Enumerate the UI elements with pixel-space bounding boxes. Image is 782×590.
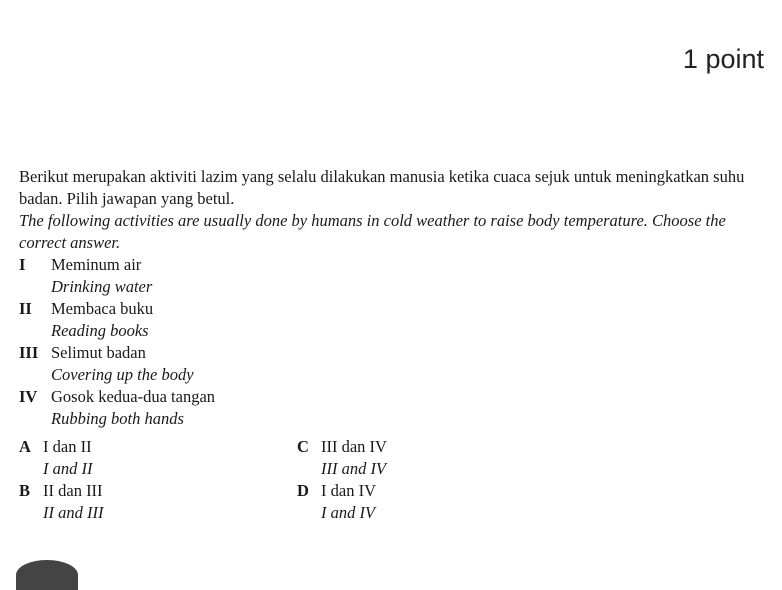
item-number: II [19,299,32,318]
option-text-malay: I dan IV [321,481,376,500]
item-text-english: Drinking water [51,277,153,296]
item-text-english: Covering up the body [51,365,194,384]
question-text-english: The following activities are usually done by humans in cold weather to raise body temperature. Choose the correct answer. [19,211,726,252]
item-text-english: Rubbing both hands [51,409,184,428]
list-item [19,298,759,320]
option-a[interactable] [19,436,297,458]
item-number: III [19,343,39,362]
question-block [19,166,759,430]
points-label: 1 point [682,44,764,74]
list-item-translation [19,364,759,386]
item-text-english: Reading books [51,321,149,340]
option-letter: A [19,437,31,456]
option-text-english: I and IV [321,503,376,522]
option-text-english: III and IV [321,459,387,478]
partial-graphic [16,560,78,590]
list-item [19,254,759,276]
option-d[interactable] [297,480,575,502]
option-letter: B [19,481,31,500]
list-item [19,342,759,364]
option-b[interactable] [19,480,297,502]
list-item-translation [19,276,759,298]
item-number: I [19,255,26,274]
question-text-malay: Berikut merupakan aktiviti lazim yang selalu dilakukan manusia ketika cuaca sejuk untuk meningkatkan suhu badan. Pilih jawapan yang betul. [19,167,745,208]
option-text-malay: I dan II [43,437,92,456]
option-text-malay: II dan III [43,481,103,500]
list-item [19,386,759,408]
option-letter: D [297,481,309,500]
item-text-malay: Membaca buku [51,299,154,318]
item-number: IV [19,387,38,406]
list-item-translation [19,320,759,342]
answer-options [19,436,619,524]
option-text-english: II and III [43,503,104,522]
item-text-malay: Meminum air [51,255,142,274]
item-text-malay: Gosok kedua-dua tangan [51,387,216,406]
list-item-translation [19,408,759,430]
option-text-english: I and II [43,459,93,478]
item-text-malay: Selimut badan [51,343,146,362]
option-c[interactable] [297,436,575,458]
option-letter: C [297,437,309,456]
option-text-malay: III dan IV [321,437,387,456]
